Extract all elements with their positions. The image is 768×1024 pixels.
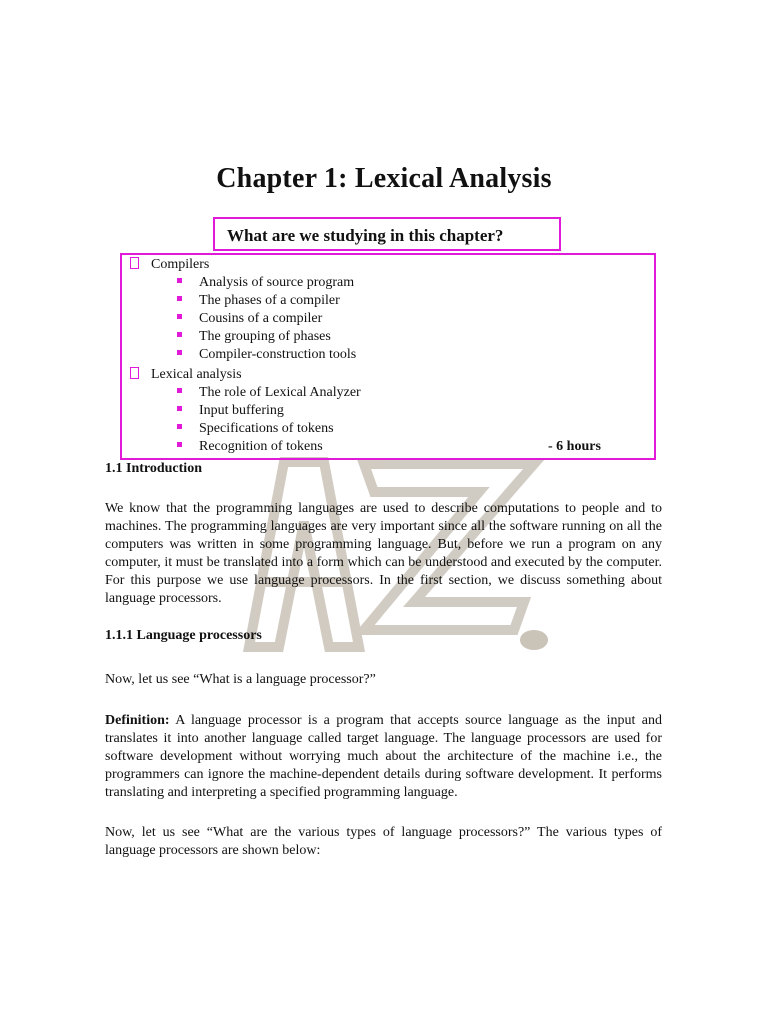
duration-label: - 6 hours [548, 439, 601, 454]
subtopic-label: Recognition of tokens [199, 439, 323, 454]
definition-paragraph [105, 712, 662, 802]
subtopic-item [177, 438, 323, 456]
subtopic-label: Specifications of tokens [199, 421, 334, 436]
square-bullet-icon [177, 350, 182, 355]
topic-item [130, 366, 242, 384]
topic-item [130, 256, 209, 274]
definition-text: A language processor is a program that accepts source language as the input and translates it into another language called target language. The language processors are used for software development without worrying much about the architecture of the machine i.e., the programmers can ignore the machine-dependent details during software development. It performs translating and interpreting a specified programming language. [105, 713, 662, 800]
subtopic-item [177, 384, 361, 402]
chapter-question-box: What are we studying in this chapter? [213, 217, 561, 251]
question-paragraph: Now, let us see “What is a language processor?” [105, 672, 376, 687]
definition-label: Definition: [105, 713, 170, 728]
types-paragraph: Now, let us see “What are the various types of language processors?” The various types of language processors are shown below: [105, 825, 662, 858]
square-bullet-icon [177, 388, 182, 393]
subtopic-label: The phases of a compiler [199, 293, 340, 308]
subtopic-item [177, 328, 331, 346]
subtopic-item [177, 346, 356, 364]
box-bullet-icon [130, 367, 139, 379]
subtopic-label: Input buffering [199, 403, 284, 418]
subtopic-item [177, 310, 322, 328]
chapter-title: Chapter 1: Lexical Analysis [216, 163, 552, 194]
subsection-heading: 1.1.1 Language processors [105, 628, 262, 643]
subtopic-label: Compiler-construction tools [199, 347, 357, 362]
box-bullet-icon [130, 257, 139, 269]
subtopic-label: The role of Lexical Analyzer [199, 385, 361, 400]
subtopic-item [177, 274, 354, 292]
square-bullet-icon [177, 314, 182, 319]
subtopic-label: Analysis of source program [199, 275, 355, 290]
section-heading: 1.1 Introduction [105, 461, 202, 476]
topic-label: Lexical analysis [151, 367, 242, 382]
square-bullet-icon [177, 278, 182, 283]
subtopic-item [177, 402, 284, 420]
subtopic-label: Cousins of a compiler [199, 311, 323, 326]
intro-paragraph: We know that the programming languages are used to describe computations to people and to machines. The programming languages are very important since all the software running on all the computers was written in some programming language. But, before we run a program on any computer, it must be translated into a form which can be understood and executed by the computer. For this purpose we use language processors. In the first section, we discuss something about language processors. [105, 501, 662, 606]
square-bullet-icon [177, 406, 182, 411]
square-bullet-icon [177, 442, 182, 447]
subtopic-label: The grouping of phases [199, 329, 331, 344]
square-bullet-icon [177, 332, 182, 337]
subtopic-item [177, 292, 340, 310]
square-bullet-icon [177, 424, 182, 429]
topic-label: Compilers [151, 257, 210, 272]
subtopic-item [177, 420, 334, 438]
square-bullet-icon [177, 296, 182, 301]
